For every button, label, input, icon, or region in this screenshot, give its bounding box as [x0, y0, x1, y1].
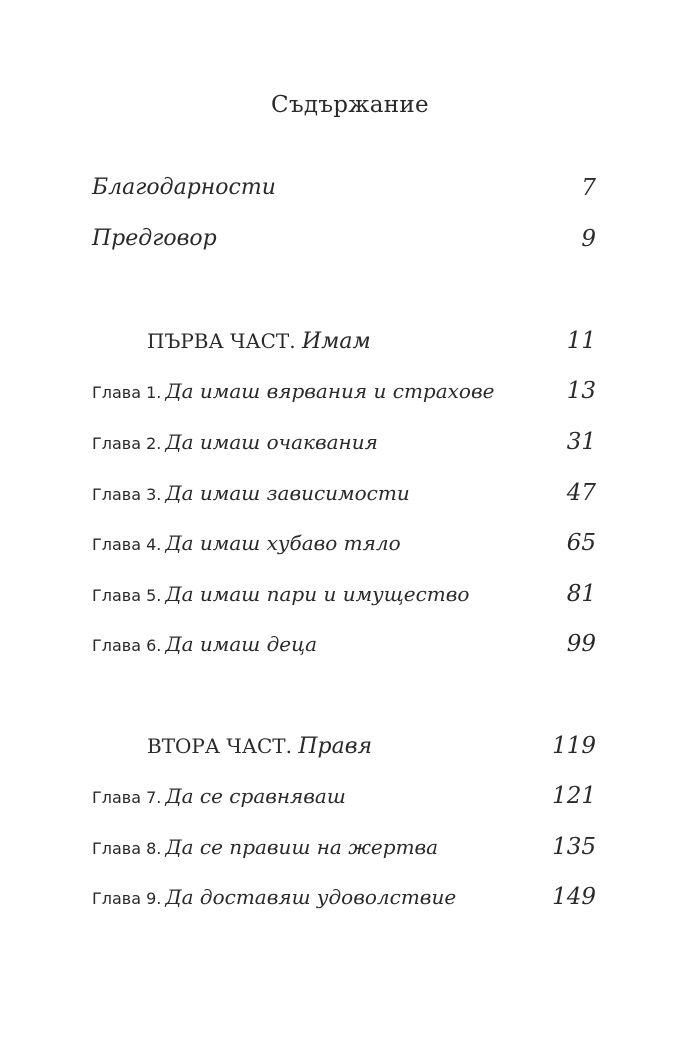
entry-page-number: 7 — [581, 175, 596, 201]
toc-part-2 — [147, 730, 596, 762]
toc-chapter-1 — [92, 375, 596, 407]
entry-title: Предговор — [92, 226, 217, 251]
toc-entry-preface — [92, 223, 596, 255]
toc-chapter-8 — [92, 831, 596, 863]
chapter-title: Да имаш очаквания — [165, 430, 378, 454]
toc-chapter-9 — [92, 881, 596, 913]
part-label: ВТОРА ЧАСТ. — [147, 734, 292, 758]
toc-chapter-6 — [92, 628, 596, 660]
part-label: ПЪРВА ЧАСТ. — [147, 329, 296, 353]
part-page-number: 119 — [552, 733, 596, 759]
chapter-label: Глава 3. — [92, 485, 162, 504]
entry-title: Благодарности — [92, 175, 276, 200]
chapter-title: Да имаш пари и имущество — [165, 582, 470, 606]
chapter-title: Да имаш зависимости — [165, 481, 410, 505]
chapter-page-number: 65 — [566, 530, 596, 556]
part-page-number: 11 — [566, 328, 596, 354]
chapter-page-number: 31 — [566, 429, 596, 455]
chapter-title: Да имаш деца — [165, 632, 317, 656]
toc-chapter-3 — [92, 477, 596, 509]
chapter-title: Да доставяш удоволствие — [165, 885, 457, 909]
chapter-label: Глава 6. — [92, 636, 162, 655]
page-title: Съдържание — [271, 92, 429, 118]
toc-part-1 — [147, 325, 596, 357]
toc-entry-acknowledgements — [92, 172, 596, 204]
chapter-label: Глава 8. — [92, 839, 162, 858]
chapter-title: Да имаш вярвания и страхове — [165, 379, 495, 403]
chapter-label: Глава 4. — [92, 535, 162, 554]
chapter-page-number: 81 — [566, 581, 596, 607]
toc-chapter-7 — [92, 780, 596, 812]
chapter-page-number: 135 — [552, 834, 596, 860]
chapter-title: Да се правиш на жертва — [165, 835, 439, 859]
chapter-title: Да имаш хубаво тяло — [165, 531, 401, 555]
chapter-page-number: 121 — [552, 783, 596, 809]
chapter-page-number: 47 — [566, 480, 596, 506]
toc-chapter-2 — [92, 426, 596, 458]
entry-page-number: 9 — [581, 226, 596, 252]
toc-chapter-5 — [92, 578, 596, 610]
part-name: Правя — [298, 734, 373, 759]
chapter-page-number: 149 — [552, 884, 596, 910]
chapter-page-number: 99 — [566, 631, 596, 657]
chapter-label: Глава 9. — [92, 889, 162, 908]
chapter-label: Глава 2. — [92, 434, 162, 453]
toc-chapter-4 — [92, 527, 596, 559]
chapter-label: Глава 1. — [92, 383, 162, 402]
part-name: Имам — [301, 329, 371, 354]
chapter-page-number: 13 — [566, 378, 596, 404]
chapter-title: Да се сравняваш — [165, 784, 346, 808]
chapter-label: Глава 7. — [92, 788, 162, 807]
chapter-label: Глава 5. — [92, 586, 162, 605]
